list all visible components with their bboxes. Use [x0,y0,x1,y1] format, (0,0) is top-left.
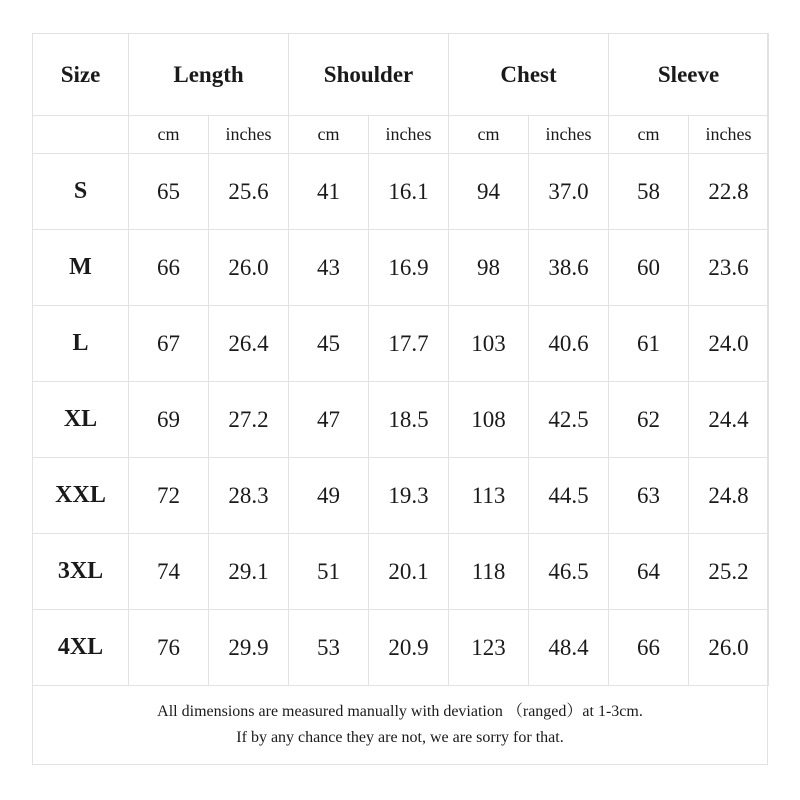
table-cell: 62 [609,382,689,458]
table-cell: 76 [129,610,209,686]
table-row [33,534,769,610]
table-cell: 44.5 [529,458,609,534]
size-label: 3XL [33,534,129,610]
table-cell: 22.8 [689,154,769,230]
size-label: S [33,154,129,230]
table-cell: 64 [609,534,689,610]
unit-cm: cm [289,116,369,154]
table-cell: 18.5 [369,382,449,458]
size-chart [32,33,768,765]
table-cell: 17.7 [369,306,449,382]
table-cell: 28.3 [209,458,289,534]
size-label: L [33,306,129,382]
table-cell: 45 [289,306,369,382]
table-cell: 94 [449,154,529,230]
table-cell: 43 [289,230,369,306]
table-row [33,382,769,458]
table-cell: 49 [289,458,369,534]
table-cell: 108 [449,382,529,458]
table-cell: 41 [289,154,369,230]
table-cell: 53 [289,610,369,686]
table-cell: 72 [129,458,209,534]
table-cell: 113 [449,458,529,534]
unit-cm: cm [449,116,529,154]
table-cell: 27.2 [209,382,289,458]
table-cell: 24.0 [689,306,769,382]
table-cell: 123 [449,610,529,686]
table-cell: 63 [609,458,689,534]
table-row [33,306,769,382]
table-cell: 16.1 [369,154,449,230]
table-cell: 24.8 [689,458,769,534]
table-cell: 61 [609,306,689,382]
unit-cm: cm [609,116,689,154]
table-cell: 19.3 [369,458,449,534]
unit-inches: inches [369,116,449,154]
table-cell: 118 [449,534,529,610]
table-cell: 24.4 [689,382,769,458]
header-row [33,34,769,116]
table-row [33,610,769,686]
table-cell: 40.6 [529,306,609,382]
size-label: XXL [33,458,129,534]
table-cell: 67 [129,306,209,382]
table-cell: 74 [129,534,209,610]
size-label: 4XL [33,610,129,686]
table-cell: 26.4 [209,306,289,382]
unit-blank [33,116,129,154]
table-row [33,230,769,306]
table-cell: 69 [129,382,209,458]
table-cell: 29.9 [209,610,289,686]
table-row [33,154,769,230]
table-cell: 38.6 [529,230,609,306]
footer-note [33,686,767,764]
footer-line-1: All dimensions are measured manually with deviation （ranged）at 1-3cm. [157,703,643,720]
table-cell: 26.0 [689,610,769,686]
table-cell: 26.0 [209,230,289,306]
table-cell: 66 [129,230,209,306]
table-row [33,458,769,534]
table-cell: 42.5 [529,382,609,458]
table-cell: 29.1 [209,534,289,610]
table-cell: 37.0 [529,154,609,230]
table-cell: 58 [609,154,689,230]
table-cell: 25.2 [689,534,769,610]
footer-line-2: If by any chance they are not, we are sorry for that. [236,729,564,746]
shoulder-header: Shoulder [289,34,449,116]
length-header: Length [129,34,289,116]
size-header: Size [33,34,129,116]
chest-header: Chest [449,34,609,116]
unit-cm: cm [129,116,209,154]
table-cell: 47 [289,382,369,458]
table-cell: 66 [609,610,689,686]
table-cell: 20.1 [369,534,449,610]
table-cell: 46.5 [529,534,609,610]
unit-row [33,116,769,154]
table-cell: 98 [449,230,529,306]
unit-inches: inches [689,116,769,154]
unit-inches: inches [209,116,289,154]
table-cell: 103 [449,306,529,382]
table-cell: 20.9 [369,610,449,686]
table-cell: 48.4 [529,610,609,686]
size-label: M [33,230,129,306]
unit-inches: inches [529,116,609,154]
table-cell: 60 [609,230,689,306]
table-cell: 65 [129,154,209,230]
table-cell: 25.6 [209,154,289,230]
size-table [32,33,769,686]
table-cell: 16.9 [369,230,449,306]
table-cell: 51 [289,534,369,610]
sleeve-header: Sleeve [609,34,769,116]
size-label: XL [33,382,129,458]
table-cell: 23.6 [689,230,769,306]
